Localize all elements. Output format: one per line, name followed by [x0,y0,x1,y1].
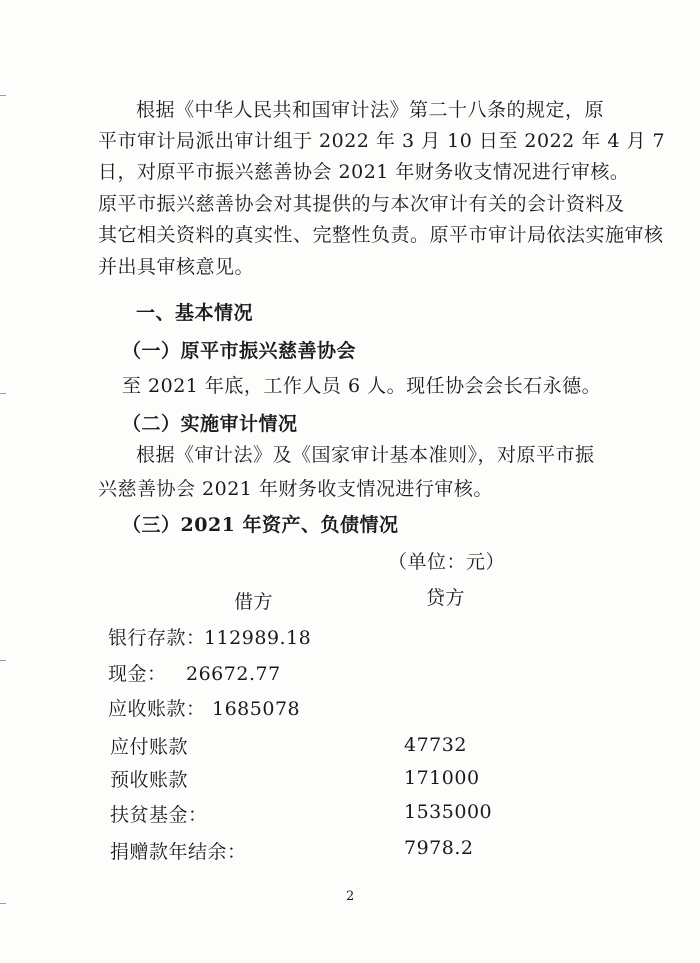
scan-mark [0,393,6,394]
page-number: 2 [346,889,355,904]
credit-value: 171000 [404,767,480,789]
scan-mark [0,903,6,904]
section-heading: 一、基本情况 [136,302,254,324]
debit-label: 应收账款： [108,698,206,720]
subsection-body: 至 2021 年底，工作人员 6 人。现任协会会长石永德。 [122,375,602,397]
credit-label: 扶贫基金： [110,804,208,826]
subsection-heading: （一）原平市振兴慈善协会 [122,340,357,362]
debit-label: 银行存款： [108,627,206,649]
intro-line: 平市审计局派出审计组于 2022 年 3 月 10 日至 2022 年 4 月 7 [98,130,666,152]
debit-value: 112989.18 [204,627,312,649]
debit-value: 26672.77 [186,663,281,685]
subsection-heading: （二）实施审计情况 [122,413,298,435]
scan-mark [0,95,6,96]
credit-label: 预收账款 [110,769,189,791]
debit-header: 借方 [234,591,274,613]
credit-value: 7978.2 [404,837,474,859]
credit-value: 1535000 [404,801,493,823]
intro-line: 原平市振兴慈善协会对其提供的与本次审计有关的会计资料及 [98,193,625,215]
unit-label: （单位：元） [388,551,506,573]
scan-mark [0,660,6,661]
debit-value: 1685078 [212,698,301,720]
intro-line: 根据《中华人民共和国审计法》第二十八条的规定，原 [136,99,605,121]
subsection-body-line: 兴慈善协会 2021 年财务收支情况进行审核。 [98,478,493,500]
subsection-body-line: 根据《审计法》及《国家审计基本准则》，对原平市振 [136,444,595,466]
intro-line: 其它相关资料的真实性、完整性负责。原平市审计局依法实施审核 [98,224,664,246]
credit-value: 47732 [404,734,467,756]
intro-line: 日，对原平市振兴慈善协会 2021 年财务收支情况进行审核。 [98,161,630,183]
credit-label: 捐赠款年结余： [110,841,247,863]
debit-label: 现金： [108,663,167,685]
credit-header: 贷方 [426,587,466,609]
credit-label: 应付账款 [110,736,189,758]
intro-line: 并出具审核意见。 [98,256,255,278]
subsection-heading: （三）2021 年资产、负债情况 [122,514,399,536]
